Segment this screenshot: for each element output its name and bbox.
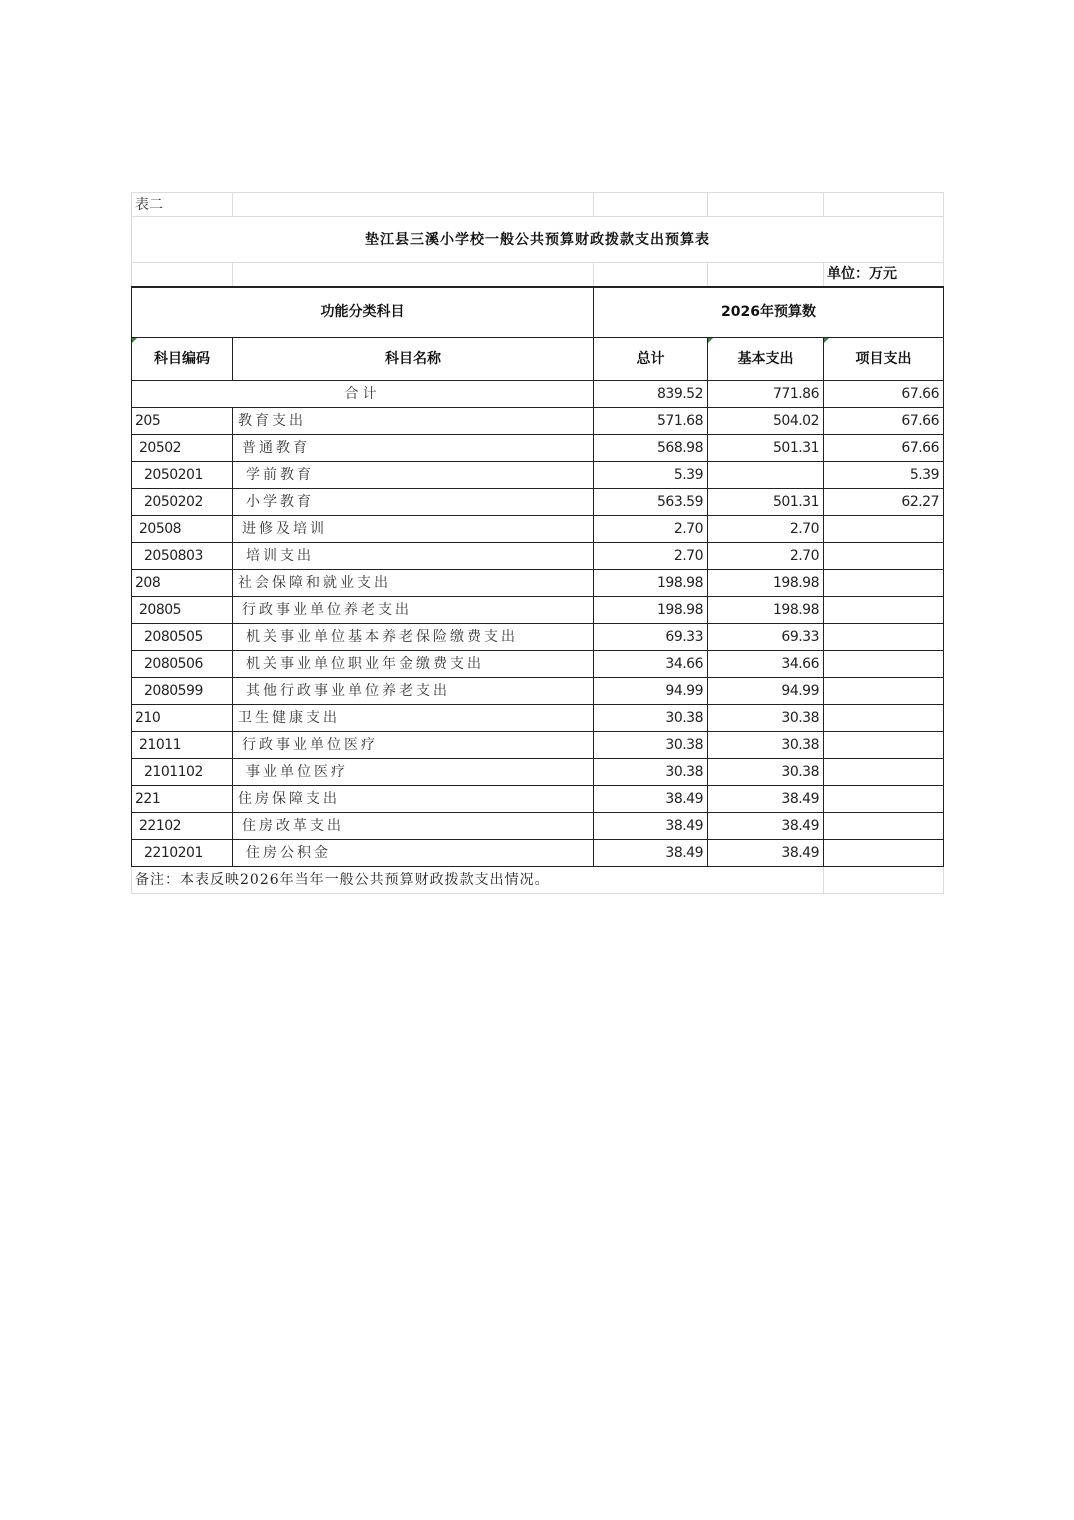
row-total: 198.98 <box>594 570 708 597</box>
row-name: 进修及培训 <box>233 516 594 543</box>
row-project: 5.39 <box>824 462 944 489</box>
row-project <box>824 543 944 570</box>
row-name: 普通教育 <box>233 435 594 462</box>
row-code: 21011 <box>132 732 233 759</box>
row-basic: 501.31 <box>708 489 824 516</box>
total-basic: 771.86 <box>708 381 824 408</box>
table-row <box>132 840 944 867</box>
table-row <box>132 759 944 786</box>
row-basic: 38.49 <box>708 786 824 813</box>
table-row <box>132 813 944 840</box>
row-code: 210 <box>132 705 233 732</box>
row-name: 培训支出 <box>233 543 594 570</box>
header-code: 科目编码 <box>132 338 233 381</box>
row-project: 67.66 <box>824 408 944 435</box>
unit-label: 单位：万元 <box>824 263 944 287</box>
row-project <box>824 516 944 543</box>
row-total: 571.68 <box>594 408 708 435</box>
row-code: 205 <box>132 408 233 435</box>
row-basic: 198.98 <box>708 597 824 624</box>
row-project: 62.27 <box>824 489 944 516</box>
row-project <box>824 570 944 597</box>
row-name: 小学教育 <box>233 489 594 516</box>
table-row <box>132 408 944 435</box>
row-code: 20508 <box>132 516 233 543</box>
row-project <box>824 597 944 624</box>
table-row <box>132 786 944 813</box>
row-name: 学前教育 <box>233 462 594 489</box>
row-name: 住房公积金 <box>233 840 594 867</box>
row-basic: 34.66 <box>708 651 824 678</box>
row-code: 221 <box>132 786 233 813</box>
row-project <box>824 813 944 840</box>
table-row <box>132 705 944 732</box>
row-code: 208 <box>132 570 233 597</box>
header-name: 科目名称 <box>233 338 594 381</box>
row-total: 568.98 <box>594 435 708 462</box>
row-code: 2050202 <box>132 489 233 516</box>
row-basic: 30.38 <box>708 759 824 786</box>
row-project <box>824 759 944 786</box>
row-total: 94.99 <box>594 678 708 705</box>
table-body <box>132 408 944 867</box>
table-row <box>132 624 944 651</box>
row-basic: 504.02 <box>708 408 824 435</box>
row-project <box>824 624 944 651</box>
row-name: 卫生健康支出 <box>233 705 594 732</box>
row-total: 198.98 <box>594 597 708 624</box>
row-total: 69.33 <box>594 624 708 651</box>
header-project: 项目支出 <box>824 338 944 381</box>
row-name: 住房保障支出 <box>233 786 594 813</box>
table-label: 表二 <box>132 193 233 217</box>
table-row <box>132 462 944 489</box>
row-name: 行政事业单位医疗 <box>233 732 594 759</box>
row-code: 20805 <box>132 597 233 624</box>
table-row <box>132 597 944 624</box>
row-code: 2101102 <box>132 759 233 786</box>
total-project: 67.66 <box>824 381 944 408</box>
row-total: 38.49 <box>594 840 708 867</box>
table-row <box>132 435 944 462</box>
table-row <box>132 489 944 516</box>
row-project <box>824 678 944 705</box>
row-project <box>824 705 944 732</box>
total-total: 839.52 <box>594 381 708 408</box>
row-basic: 38.49 <box>708 840 824 867</box>
row-project: 67.66 <box>824 435 944 462</box>
row-name: 教育支出 <box>233 408 594 435</box>
table-row <box>132 678 944 705</box>
table-row <box>132 651 944 678</box>
row-name: 事业单位医疗 <box>233 759 594 786</box>
header-total: 总计 <box>594 338 708 381</box>
row-total: 563.59 <box>594 489 708 516</box>
row-basic: 2.70 <box>708 543 824 570</box>
table-row <box>132 516 944 543</box>
row-name: 社会保障和就业支出 <box>233 570 594 597</box>
row-basic <box>708 462 824 489</box>
row-code: 2050803 <box>132 543 233 570</box>
header-basic: 基本支出 <box>708 338 824 381</box>
page-title: 垫江县三溪小学校一般公共预算财政拨款支出预算表 <box>132 217 944 263</box>
row-basic: 94.99 <box>708 678 824 705</box>
row-total: 2.70 <box>594 516 708 543</box>
row-basic: 69.33 <box>708 624 824 651</box>
row-project <box>824 732 944 759</box>
row-project <box>824 786 944 813</box>
row-total: 30.38 <box>594 732 708 759</box>
row-code: 2210201 <box>132 840 233 867</box>
row-basic: 30.38 <box>708 705 824 732</box>
row-basic: 2.70 <box>708 516 824 543</box>
row-basic: 501.31 <box>708 435 824 462</box>
table-row <box>132 570 944 597</box>
row-name: 其他行政事业单位养老支出 <box>233 678 594 705</box>
row-total: 30.38 <box>594 759 708 786</box>
budget-table <box>131 192 944 894</box>
row-name: 住房改革支出 <box>233 813 594 840</box>
row-total: 34.66 <box>594 651 708 678</box>
row-code: 2080599 <box>132 678 233 705</box>
row-basic: 30.38 <box>708 732 824 759</box>
row-total: 5.39 <box>594 462 708 489</box>
row-total: 38.49 <box>594 813 708 840</box>
total-label: 合计 <box>132 381 594 408</box>
total-row <box>132 381 944 408</box>
row-code: 2080506 <box>132 651 233 678</box>
row-total: 38.49 <box>594 786 708 813</box>
table-row <box>132 543 944 570</box>
row-code: 2050201 <box>132 462 233 489</box>
row-code: 22102 <box>132 813 233 840</box>
row-name: 机关事业单位职业年金缴费支出 <box>233 651 594 678</box>
header-function-class: 功能分类科目 <box>132 287 594 338</box>
row-total: 30.38 <box>594 705 708 732</box>
footnote: 备注：本表反映2026年当年一般公共预算财政拨款支出情况。 <box>132 867 824 894</box>
row-name: 行政事业单位养老支出 <box>233 597 594 624</box>
row-code: 2080505 <box>132 624 233 651</box>
row-code: 20502 <box>132 435 233 462</box>
row-total: 2.70 <box>594 543 708 570</box>
header-budget-year: 2026年预算数 <box>594 287 944 338</box>
row-project <box>824 840 944 867</box>
row-basic: 38.49 <box>708 813 824 840</box>
table-row <box>132 732 944 759</box>
row-project <box>824 651 944 678</box>
row-name: 机关事业单位基本养老保险缴费支出 <box>233 624 594 651</box>
row-basic: 198.98 <box>708 570 824 597</box>
